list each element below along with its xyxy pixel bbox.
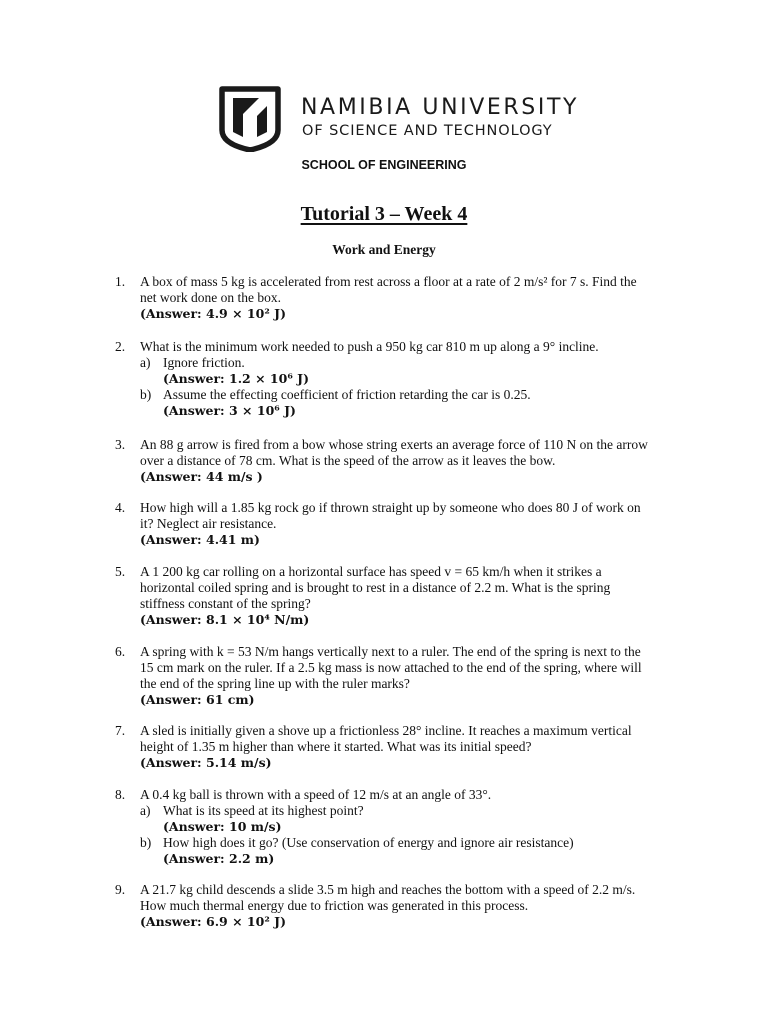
answer: (Answer: 2.2 m) <box>163 851 275 866</box>
question-line: A 0.4 kg ball is thrown with a speed of 12 m/s at an angle of 33°. <box>140 787 492 802</box>
answer: (Answer: 6.9 × 10² J) <box>140 914 286 929</box>
university-name: NAMIBIA UNIVERSITY <box>301 95 580 120</box>
part-letter: a) <box>140 355 151 370</box>
question-line: net work done on the box. <box>140 290 281 305</box>
question-number: 4. <box>115 500 126 515</box>
question-number: 9. <box>115 882 126 897</box>
question-number: 8. <box>115 787 126 802</box>
question-line: A 1 200 kg car rolling on a horizontal surface has speed v = 65 km/h when it strikes a <box>140 564 602 579</box>
question-line: A sled is initially given a shove up a frictionless 28° incline. It reaches a maximum vertical <box>140 723 632 738</box>
question-line: An 88 g arrow is fired from a bow whose string exerts an average force of 110 N on the arrow <box>140 437 648 452</box>
question-line: over a distance of 78 cm. What is the speed of the arrow as it leaves the bow. <box>140 453 556 468</box>
answer: (Answer: 44 m/s ) <box>140 469 263 484</box>
answer: (Answer: 1.2 × 10⁶ J) <box>163 371 309 386</box>
question-number: 6. <box>115 644 126 659</box>
question-number: 2. <box>115 339 126 354</box>
university-subtitle: OF SCIENCE AND TECHNOLOGY <box>302 123 553 139</box>
question-number: 5. <box>115 564 126 579</box>
question-part <box>140 803 680 819</box>
part-letter: a) <box>140 803 151 818</box>
question-line: height of 1.35 m higher than where it started. What was its initial speed? <box>140 739 532 754</box>
question-line: How high will a 1.85 kg rock go if thrown straight up by someone who does 80 J of work on <box>140 500 641 515</box>
part-text: Ignore friction. <box>163 355 245 370</box>
part-text: Assume the effecting coefficient of friction retarding the car is 0.25. <box>163 387 531 402</box>
question-line: What is the minimum work needed to push a 950 kg car 810 m up along a 9° incline. <box>140 339 599 354</box>
answer: (Answer: 61 cm) <box>140 692 255 707</box>
answer: (Answer: 3 × 10⁶ J) <box>163 403 296 418</box>
question-number: 1. <box>115 274 126 289</box>
nust-shield-logo-icon <box>219 86 281 152</box>
question-line: horizontal coiled spring and is brought to rest in a distance of 2.2 m. What is the spring <box>140 580 611 595</box>
answer: (Answer: 5.14 m/s) <box>140 755 272 770</box>
page-title <box>0 201 768 227</box>
answer: (Answer: 8.1 × 10⁴ N/m) <box>140 612 310 627</box>
question-number: 3. <box>115 437 126 452</box>
part-letter: b) <box>140 387 152 402</box>
question-line: How much thermal energy due to friction was generated in this process. <box>140 898 529 913</box>
question-part <box>140 355 680 371</box>
answer: (Answer: 4.9 × 10² J) <box>140 306 286 321</box>
question-line: stiffness constant of the spring? <box>140 596 311 611</box>
part-text: What is its speed at its highest point? <box>163 803 364 818</box>
question-line: A box of mass 5 kg is accelerated from rest across a floor at a rate of 2 m/s² for 7 s. Find the <box>140 274 637 289</box>
question-line: it? Neglect air resistance. <box>140 516 277 531</box>
answer: (Answer: 4.41 m) <box>140 532 260 547</box>
school-name: SCHOOL OF ENGINEERING <box>301 158 467 172</box>
question-number: 7. <box>115 723 126 738</box>
page-subtitle: Work and Energy <box>332 242 436 257</box>
question-line: the end of the spring line up with the ruler marks? <box>140 676 410 691</box>
page-title-text: Tutorial 3 – Week 4 <box>300 203 468 225</box>
question-part <box>140 835 680 851</box>
answer: (Answer: 10 m/s) <box>163 819 282 834</box>
question-line: 15 cm mark on the ruler. If a 2.5 kg mass is now attached to the end of the spring, where will <box>140 660 642 675</box>
part-letter: b) <box>140 835 152 850</box>
question-part <box>140 387 680 403</box>
part-text: How high does it go? (Use conservation of energy and ignore air resistance) <box>163 835 574 850</box>
question-line: A spring with k = 53 N/m hangs vertically next to a ruler. The end of the spring is next to the <box>140 644 641 659</box>
question-line: A 21.7 kg child descends a slide 3.5 m high and reaches the bottom with a speed of 2.2 m/s. <box>140 882 636 897</box>
